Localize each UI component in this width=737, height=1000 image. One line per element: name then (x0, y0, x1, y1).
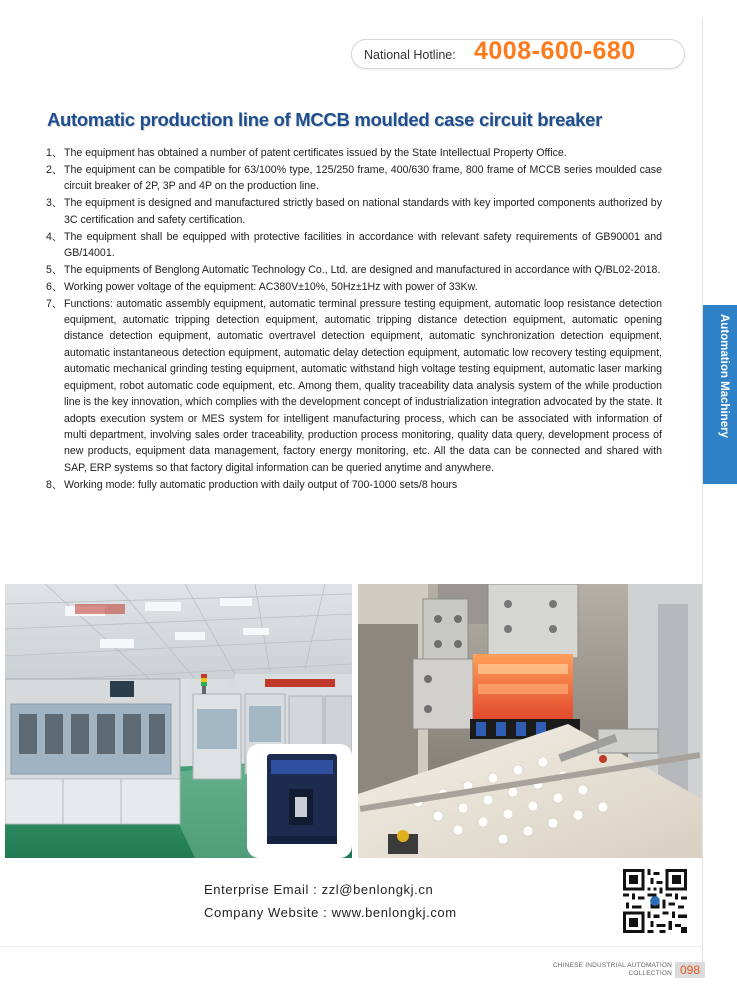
list-item (46, 145, 662, 161)
item-text: Working mode: fully automatic production with daily output of 700-1000 sets/8 hours (64, 478, 458, 491)
hotline-number[interactable]: 4008-600-680 (474, 37, 636, 65)
list-item (46, 229, 662, 262)
section-side-tab[interactable] (703, 305, 737, 484)
factory-floor-photo (5, 584, 352, 858)
contact-website[interactable]: Company Website : www.benlongkj.com (204, 905, 457, 920)
side-tab-label: Automation Machinery (718, 314, 730, 438)
contact-block (204, 878, 457, 924)
footer-divider (0, 946, 702, 947)
list-item (46, 162, 662, 195)
item-text: The equipments of Benglong Automatic Technology Co., Ltd. are designed and manufactured in accordance with Q/BL02-2018. (64, 263, 661, 276)
item-number: 1、 (46, 147, 63, 159)
item-number: 2、 (46, 163, 63, 176)
factory-floor-illustration (5, 584, 352, 858)
item-text: Working power voltage of the equipment: AC380V±10%, 50Hz±1Hz with power of 33Kw. (64, 280, 478, 293)
page-number: 098 (675, 962, 705, 978)
item-number: 3、 (46, 197, 63, 210)
item-text: The equipment is designed and manufactured strictly based on national standards with key imported components authorized by 3C certification and safety certification. (64, 197, 662, 226)
item-number: 7、 (46, 297, 63, 310)
item-number: 6、 (46, 280, 63, 293)
list-item (46, 195, 662, 228)
hotline-badge (351, 39, 685, 69)
item-text: The equipment has obtained a number of patent certificates issued by the State Intellectual Property Office. (64, 147, 567, 159)
feature-list (46, 145, 662, 494)
list-item (46, 477, 662, 493)
item-number: 5、 (46, 263, 63, 276)
item-text: The equipment can be compatible for 63/100% type, 125/250 frame, 400/630 frame, 800 frame of MCCB series moulded case circuit breaker of 2P, 3P and 4P on the production line. (64, 163, 662, 193)
qr-code-icon[interactable] (623, 869, 687, 933)
footer-line-2: COLLECTION (628, 970, 672, 977)
page-title: Automatic production line of MCCB moulded case circuit breaker (47, 109, 602, 130)
item-number: 4、 (46, 230, 63, 243)
list-item (46, 279, 662, 295)
item-text: The equipment shall be equipped with protective facilities in accordance with relevant safety requirements of GB90001 and GB/14001. (64, 230, 662, 259)
page-edge-divider (702, 18, 703, 963)
production-machine-photo (358, 584, 702, 858)
hotline-label: National Hotline: (364, 48, 456, 62)
footer-line-1: CHINESE INDUSTRIAL AUTOMATION (552, 962, 672, 969)
machine-closeup-illustration (358, 584, 702, 858)
item-text: Functions: automatic assembly equipment, automatic terminal pressure testing equipment, automatic loop resistance detection equipment, automatic tripping detection equipment, automatic tripping distance detection equipment, automatic opening distance detection equipment, automatic overtravel detection equipment, automatic synchronization detection equipment, automatic instantaneous detection equipment, automatic delay detection equipment, automatic low recovery testing equipment, automatic mechanical grinding testing equipment, automatic withstand high voltage testing equipment, automatic laser marking equipment, robot automatic code equipment, etc. Among them, quality traceability data analysis system of the while production line is the key innovation, which complies with the development concept of industrialization integration advocated by the state. It adopts execution system or MES system for intelligent manufacturing process, which can be associated with information of multi department, involving sales order traceability, production process monitoring, quality data query, development process of new products, equipment data management, factory energy monitoring, etc. All the data can be connected and shared with SAP, ERP systems so that factory digital information can be queried anytime and anywhere. (64, 297, 662, 474)
footer-collection-label (520, 962, 672, 978)
item-number: 8、 (46, 478, 63, 491)
list-item (46, 296, 662, 476)
contact-email[interactable]: Enterprise Email : zzl@benlongkj.cn (204, 882, 434, 897)
list-item (46, 262, 662, 278)
